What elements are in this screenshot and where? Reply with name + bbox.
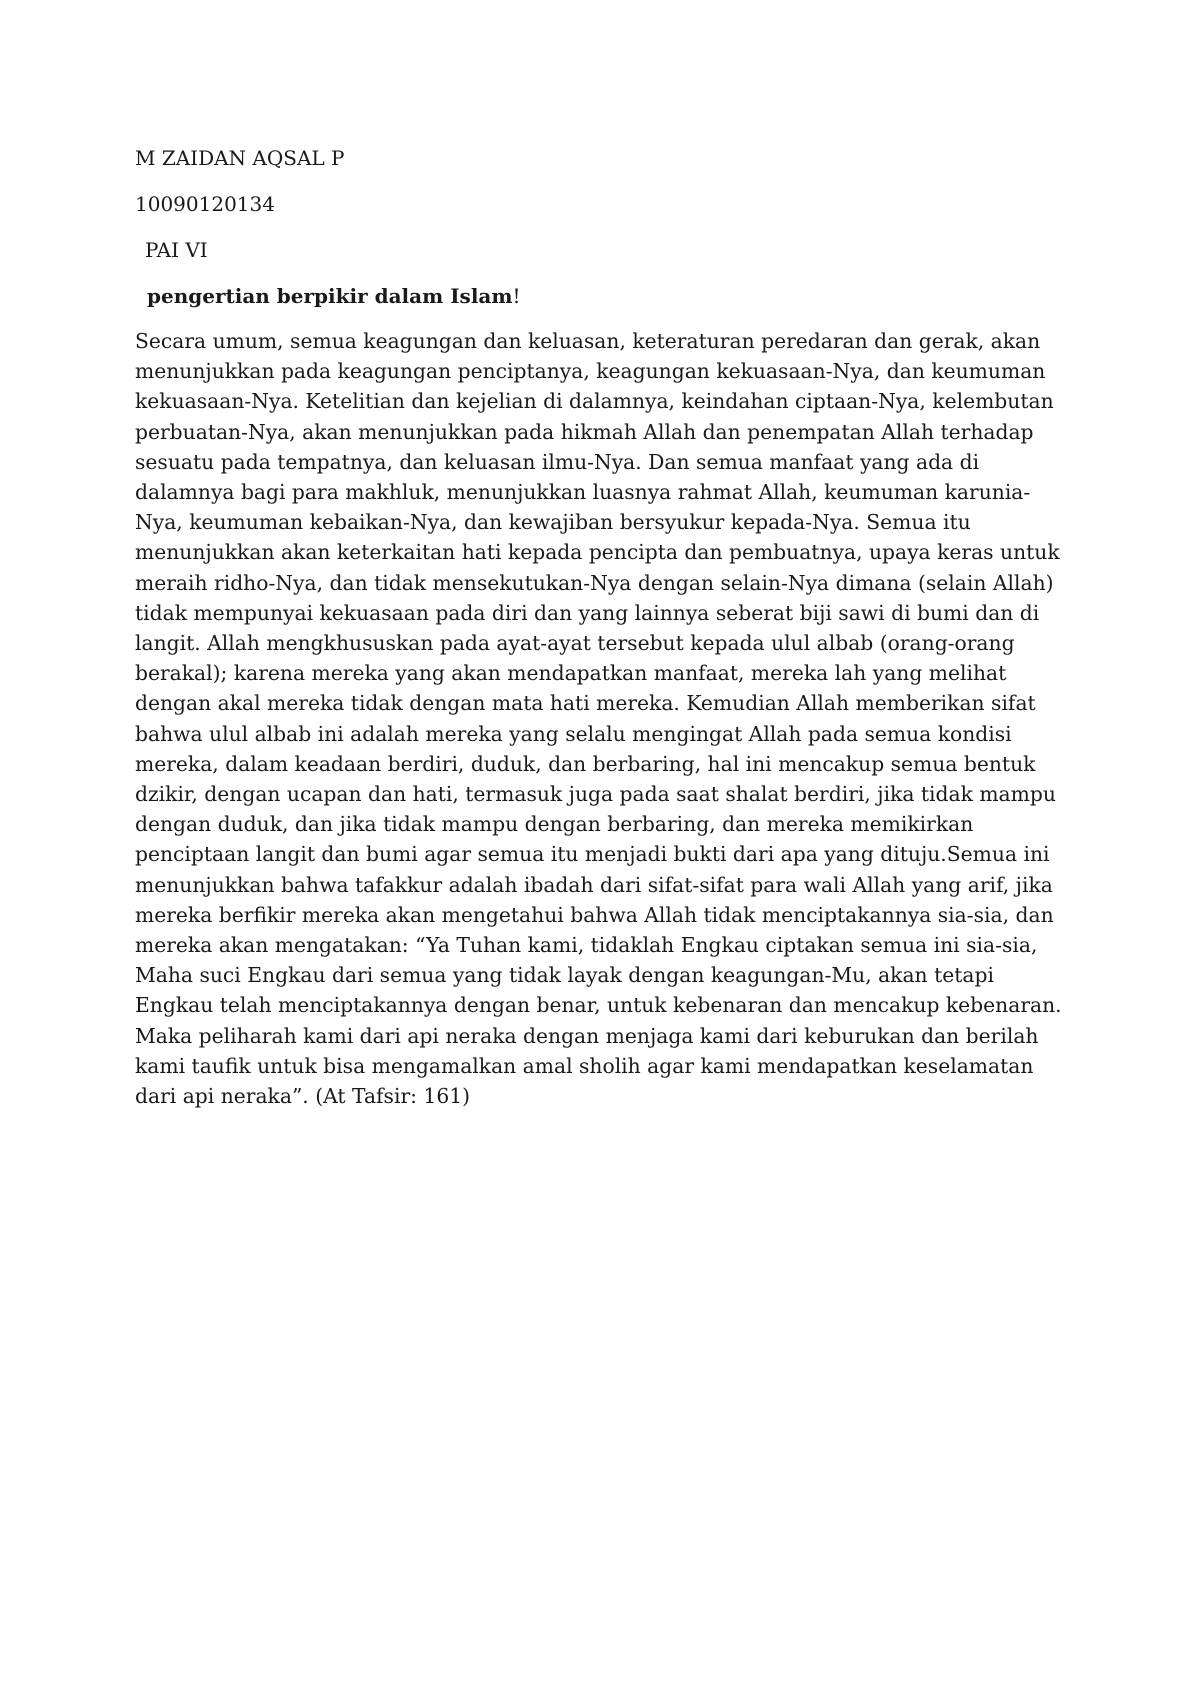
section-heading-mark: ! [512, 284, 521, 308]
section-heading [147, 284, 1070, 308]
section-heading-text: pengertian berpikir dalam Islam [147, 284, 513, 308]
student-id: 10090120134 [135, 192, 275, 216]
author-name: M ZAIDAN AQSAL P [135, 146, 345, 170]
class-label: PAI VI [145, 238, 208, 262]
document-content [135, 146, 1070, 1111]
body-paragraph: Secara umum, semua keagungan dan keluasan, keteraturan peredaran dan gerak, akan menunjukkan pada keagungan penciptanya, keagungan kekuasaan-Nya, dan keumuman kekuasaan-Nya. Ketelitian dan kejelian di dalamnya, keindahan ciptaan-Nya, kelembutan perbuatan-Nya, akan menunjukkan pada hikmah Allah dan penempatan Allah terhadap sesuatu pada tempatnya, dan keluasan ilmu-Nya. Dan semua manfaat yang ada di dalamnya bagi para makhluk, menunjukkan luasnya rahmat Allah, keumuman karunia-Nya, keumuman kebaikan-Nya, dan kewajiban bersyukur kepada-Nya. Semua itu menunjukkan akan keterkaitan hati kepada pencipta dan pembuatnya, upaya keras untuk meraih ridho-Nya, dan tidak mensekutukan-Nya dengan selain-Nya dimana (selain Allah) tidak mempunyai kekuasaan pada diri dan yang lainnya seberat biji sawi di bumi dan di langit. Allah mengkhususkan pada ayat-ayat tersebut kepada ulul albab (orang-orang berakal); karena mereka yang akan mendapatkan manfaat, mereka lah yang melihat dengan akal mereka tidak dengan mata hati mereka. Kemudian Allah memberikan sifat bahwa ulul albab ini adalah mereka yang selalu mengingat Allah pada semua kondisi mereka, dalam keadaan berdiri, duduk, dan berbaring, hal ini mencakup semua bentuk dzikir, dengan ucapan dan hati, termasuk juga pada saat shalat berdiri, jika tidak mampu dengan duduk, dan jika tidak mampu dengan berbaring, dan mereka memikirkan penciptaan langit dan bumi agar semua itu menjadi bukti dari apa yang dituju.Semua ini menunjukkan bahwa tafakkur adalah ibadah dari sifat-sifat para wali Allah yang arif, jika mereka berfikir mereka akan mengetahui bahwa Allah tidak menciptakannya sia-sia, dan mereka akan mengatakan: “Ya Tuhan kami, tidaklah Engkau ciptakan semua ini sia-sia, Maha suci Engkau dari semua yang tidak layak dengan keagungan-Mu, akan tetapi Engkau telah menciptakannya dengan benar, untuk kebenaran dan mencakup kebenaran. Maka peliharah kami dari api neraka dengan menjaga kami dari keburukan dan berilah kami taufik untuk bisa mengamalkan amal sholih agar kami mendapatkan keselamatan dari api neraka”. (At Tafsir: 161) [135, 329, 1062, 1109]
